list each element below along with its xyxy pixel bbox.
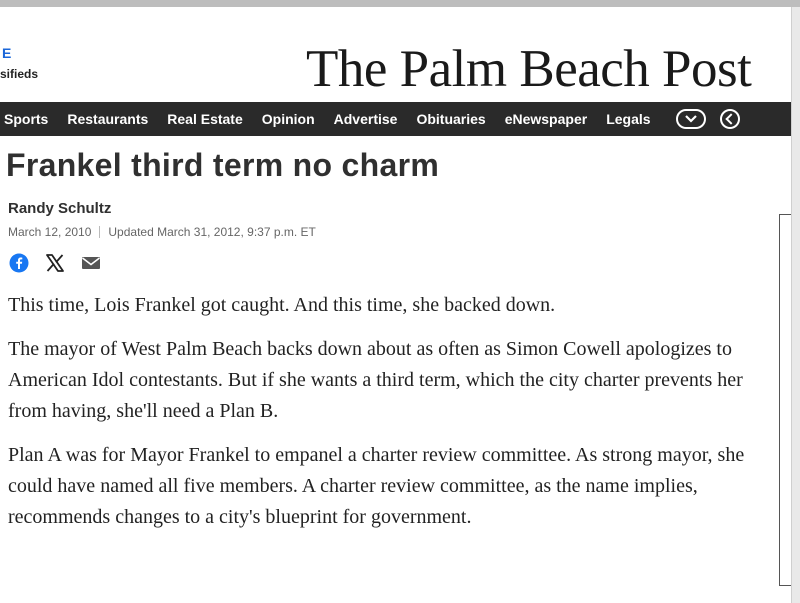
nav-item-real-estate[interactable]: Real Estate bbox=[167, 111, 243, 127]
nav-item-opinion[interactable]: Opinion bbox=[261, 111, 315, 127]
article-headline: Frankel third term no charm bbox=[6, 147, 440, 183]
article-paragraph: This time, Lois Frankel got caught. And this time, she backed down. bbox=[8, 294, 556, 316]
email-icon bbox=[81, 255, 101, 271]
share-facebook-button[interactable] bbox=[8, 252, 30, 274]
page bbox=[0, 7, 791, 603]
share-bar bbox=[8, 252, 116, 274]
classifieds-link[interactable]: sifieds bbox=[0, 67, 39, 81]
facebook-icon bbox=[9, 253, 29, 273]
nav-account-icon[interactable] bbox=[720, 109, 740, 129]
window-scrollbar[interactable] bbox=[791, 7, 800, 603]
published-date: March 12, 2010 bbox=[8, 225, 92, 239]
nav-item-sports[interactable]: Sports bbox=[4, 111, 49, 127]
article-paragraph: Plan A was for Mayor Frankel to empanel a charter review committee. As strong mayor, she could have named all five members. A charter review committee, as the name implies, recommends changes to a city's blueprint for government. bbox=[8, 444, 745, 528]
updated-date: Updated March 31, 2012, 9:37 p.m. ET bbox=[108, 225, 316, 239]
nav-item-enewspaper[interactable]: eNewspaper bbox=[504, 111, 588, 127]
enewspaper-mark[interactable]: E bbox=[2, 45, 12, 61]
nav-item-advertise[interactable]: Advertise bbox=[333, 111, 398, 127]
article-dates bbox=[8, 225, 316, 239]
share-email-button[interactable] bbox=[80, 252, 102, 274]
sidebar-ad-frame bbox=[779, 214, 791, 586]
site-logo[interactable]: The Palm Beach Post bbox=[306, 40, 752, 98]
x-icon bbox=[45, 253, 65, 273]
main-nav bbox=[0, 102, 791, 136]
nav-item-legals[interactable]: Legals bbox=[606, 111, 651, 127]
nav-item-obituaries[interactable]: Obituaries bbox=[416, 111, 486, 127]
nav-item-restaurants[interactable]: Restaurants bbox=[67, 111, 149, 127]
article-body bbox=[8, 290, 748, 546]
nav-more-button[interactable] bbox=[676, 109, 706, 129]
chevron-down-icon bbox=[684, 114, 698, 124]
share-x-button[interactable] bbox=[44, 252, 66, 274]
article-paragraph: The mayor of West Palm Beach backs down about as often as Simon Cowell apologizes to American Idol contestants. But if she wants a third term, which the city charter prevents her from having, she'll need a Plan B. bbox=[8, 338, 743, 422]
article-author[interactable]: Randy Schultz bbox=[8, 200, 112, 217]
date-divider bbox=[99, 226, 100, 238]
